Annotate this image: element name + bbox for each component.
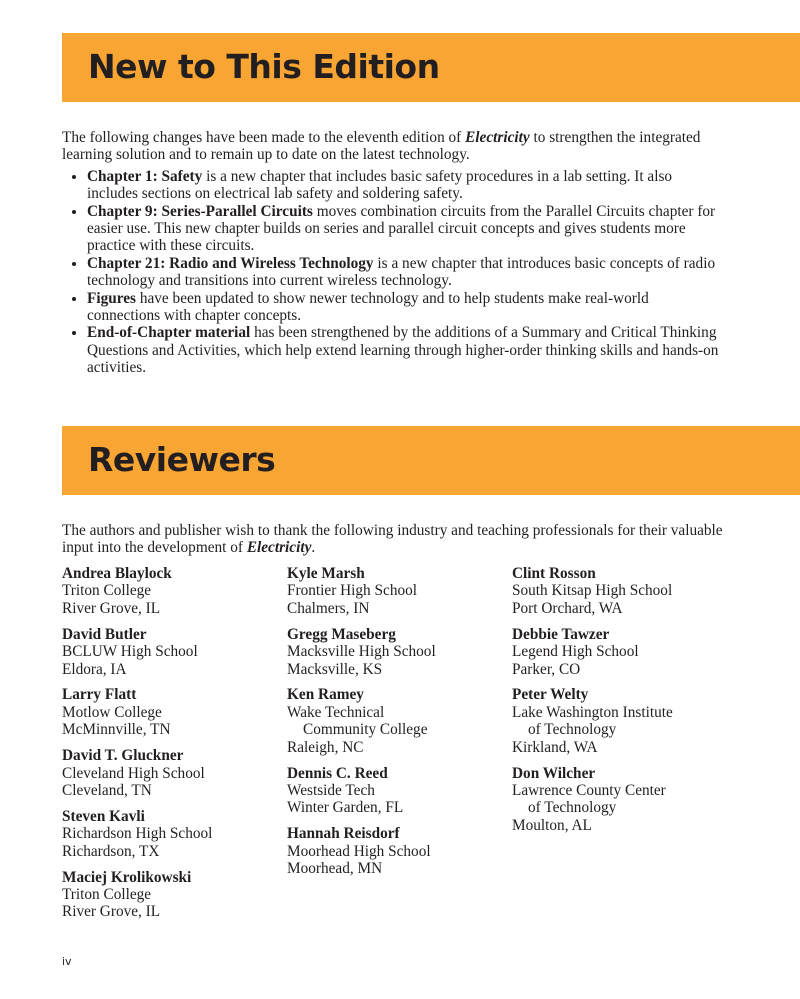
new-edition-banner	[62, 33, 800, 102]
reviewer-affiliation: Kirkland, WA	[512, 738, 598, 756]
reviewer-affiliation: Triton College	[62, 582, 152, 600]
change-text: have been updated to show newer technology and to help students make real-world connections with chapter concepts.	[87, 289, 649, 325]
reviewer-name: Hannah Reisdorf	[287, 825, 400, 843]
reviewers-banner	[62, 426, 800, 495]
change-item	[87, 324, 722, 376]
change-title: Chapter 21: Radio and Wireless Technology	[87, 254, 374, 272]
reviewer-affiliation: Motlow College	[62, 703, 162, 721]
reviewer-column	[62, 565, 287, 929]
change-title: Chapter 1: Safety	[87, 167, 203, 185]
page-number: iv	[62, 955, 72, 968]
change-text: has been strengthened by the additions of a Summary and Critical Thinking Questions and Activities, which help extend learning through higher-order thinking skills and hands-on activities.	[87, 324, 719, 377]
reviewer-name: Andrea Blaylock	[62, 565, 172, 582]
reviewer-affiliation: Lake Washington Institute	[512, 703, 673, 721]
reviewer-affiliation: Moulton, AL	[512, 816, 592, 834]
change-title: Chapter 9: Series-Parallel Circuits	[87, 202, 313, 220]
reviewer-affiliation: BCLUW High School	[62, 643, 198, 661]
reviewer-name: Dennis C. Reed	[287, 764, 388, 782]
reviewer-entry	[62, 808, 287, 860]
reviewer-affiliation: Moorhead, MN	[287, 860, 383, 878]
reviewer-entry	[62, 565, 287, 617]
reviewer-affiliation: Frontier High School	[287, 582, 418, 600]
change-text: moves combination circuits from the Parallel Circuits chapter for easier use. This new chapter builds on series and parallel circuit concepts and gives students more practice with these circuits.	[87, 202, 716, 255]
reviewer-name: Steven Kavli	[62, 807, 145, 825]
reviewer-affiliation: Winter Garden, FL	[287, 799, 404, 817]
reviewer-affiliation: Parker, CO	[512, 660, 581, 678]
book-title: Electricity	[465, 129, 530, 146]
change-title: End-of-Chapter material	[87, 324, 251, 342]
reviewer-name: Maciej Krolikowski	[62, 868, 192, 886]
reviewers-intro	[62, 522, 727, 557]
reviewer-affiliation: of Technology	[528, 799, 617, 817]
reviewer-entry	[512, 765, 737, 835]
reviewer-name: Don Wilcher	[512, 764, 596, 782]
reviewer-name: David Butler	[62, 625, 147, 643]
change-text: is a new chapter that includes basic safety procedures in a lab setting. It also includes sections on electrical lab safety and soldering safety.	[87, 167, 673, 203]
reviewer-affiliation: River Grove, IL	[62, 599, 161, 617]
new-edition-heading: New to This Edition	[88, 47, 440, 86]
change-title: Figures	[87, 289, 137, 307]
reviewer-entry	[287, 825, 512, 877]
changes-list	[62, 168, 722, 377]
reviewers-list	[62, 565, 737, 929]
reviewer-entry	[512, 626, 737, 678]
reviewer-affiliation: Macksville High School	[287, 643, 436, 661]
reviewer-affiliation: Richardson, TX	[62, 842, 160, 860]
book-title: Electricity	[246, 539, 312, 557]
reviewer-name: Clint Rosson	[512, 565, 596, 582]
reviewer-affiliation: Cleveland High School	[62, 764, 205, 782]
reviewer-affiliation: Wake Technical	[287, 703, 385, 721]
reviewer-affiliation: Legend High School	[512, 643, 639, 661]
reviewer-affiliation: McMinnville, TN	[62, 721, 171, 739]
change-item	[87, 290, 722, 325]
reviewer-affiliation: Richardson High School	[62, 825, 213, 843]
reviewer-affiliation: Chalmers, IN	[287, 599, 370, 617]
reviewer-affiliation: Westside Tech	[287, 781, 375, 799]
reviewer-name: Kyle Marsh	[287, 565, 365, 582]
change-item	[87, 203, 722, 255]
reviewer-name: Peter Welty	[512, 686, 589, 704]
reviewer-affiliation: Raleigh, NC	[287, 738, 364, 756]
reviewer-name: Debbie Tawzer	[512, 625, 610, 643]
reviewer-affiliation: Triton College	[62, 886, 152, 903]
reviewer-column	[287, 565, 512, 929]
reviewer-affiliation: of Technology	[528, 721, 617, 739]
reviewer-affiliation: Cleveland, TN	[62, 781, 152, 799]
reviewer-entry	[512, 565, 737, 617]
reviewer-entry	[62, 626, 287, 678]
reviewer-affiliation: Lawrence County Center	[512, 781, 666, 799]
intro-text: to strengthen the integrated learning solution and to remain up to date on the latest technology.	[62, 129, 701, 164]
change-item	[87, 255, 722, 290]
reviewer-affiliation: Community College	[303, 721, 428, 739]
reviewer-entry	[62, 869, 287, 921]
reviewer-name: Gregg Maseberg	[287, 625, 396, 643]
reviewer-affiliation: River Grove, IL	[62, 903, 161, 921]
reviewer-affiliation: South Kitsap High School	[512, 582, 673, 600]
reviewer-entry	[287, 626, 512, 678]
reviewer-entry	[62, 747, 287, 799]
reviewer-entry	[62, 686, 287, 738]
reviewer-name: Ken Ramey	[287, 686, 364, 704]
reviewer-affiliation: Port Orchard, WA	[512, 599, 623, 617]
reviewer-entry	[287, 565, 512, 617]
reviewer-name: David T. Gluckner	[62, 747, 184, 765]
reviewer-entry	[512, 686, 737, 756]
reviewers-heading: Reviewers	[88, 440, 276, 479]
reviewer-affiliation: Macksville, KS	[287, 660, 383, 678]
reviewer-entry	[287, 686, 512, 756]
reviewer-affiliation: Eldora, IA	[62, 660, 127, 678]
reviewer-name: Larry Flatt	[62, 686, 137, 704]
new-edition-intro	[62, 129, 722, 164]
intro-text: .	[311, 539, 316, 557]
change-item	[87, 168, 722, 203]
reviewer-affiliation: Moorhead High School	[287, 842, 431, 860]
reviewer-entry	[287, 765, 512, 817]
reviewer-column	[512, 565, 737, 929]
change-text: is a new chapter that introduces basic concepts of radio technology and transitions into current wireless technology.	[87, 254, 716, 290]
intro-text: The following changes have been made to the eleventh edition of	[62, 129, 466, 146]
new-edition-body	[62, 129, 722, 377]
intro-text: The authors and publisher wish to thank the following industry and teaching professionals for their valuable input into the development of	[62, 522, 723, 557]
